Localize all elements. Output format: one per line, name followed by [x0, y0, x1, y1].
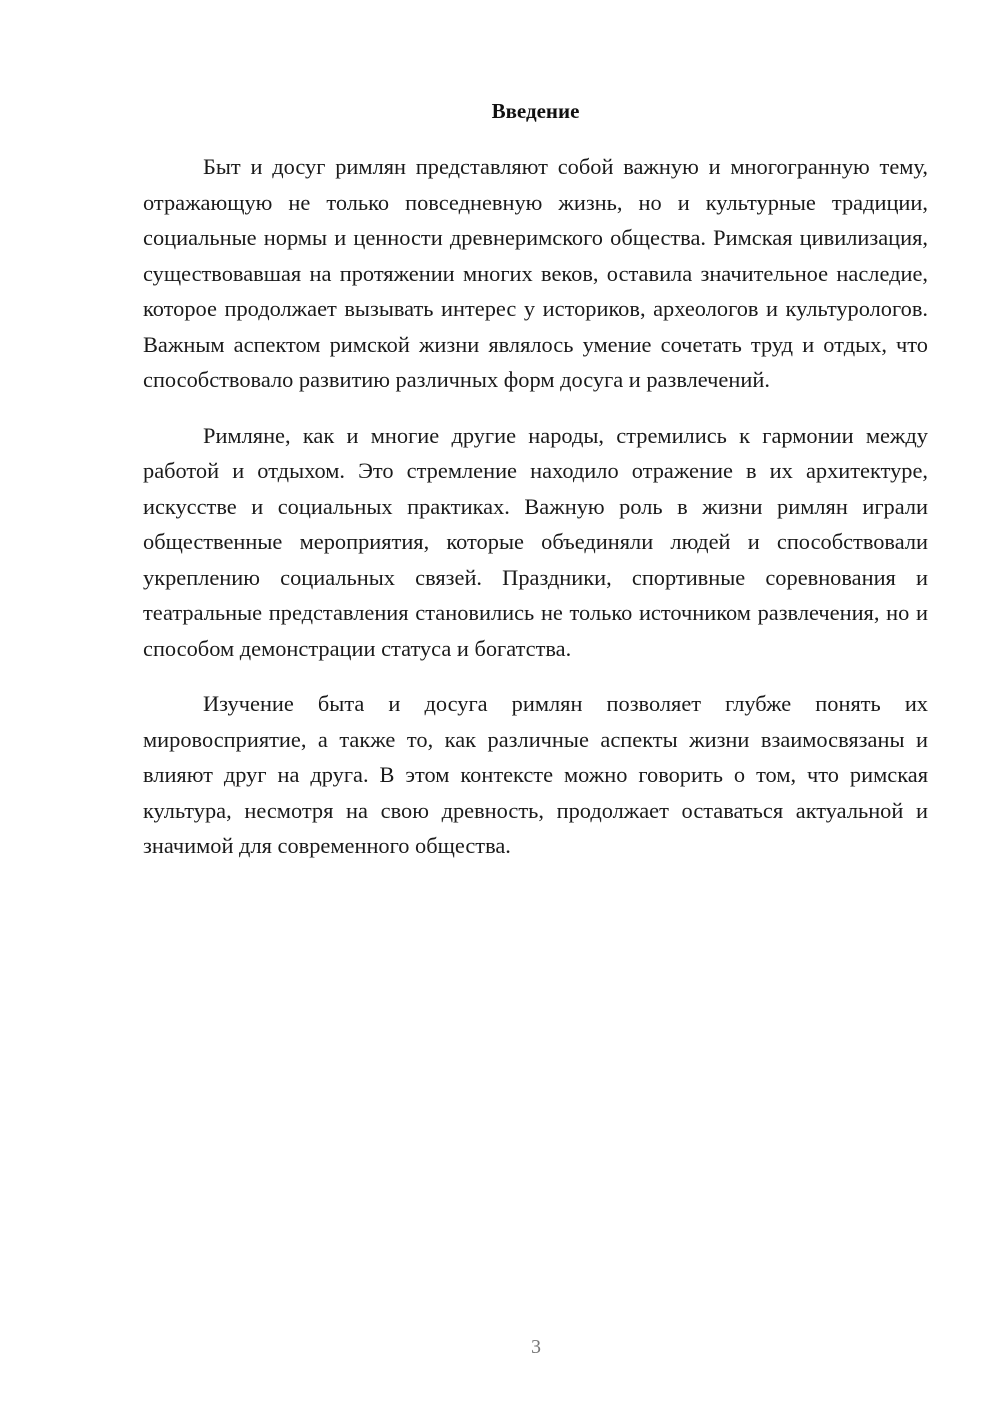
paragraph-balance: Римляне, как и многие другие народы, стремились к гармонии между работой и отдыхом. Это стремление находило отражение в их архитектуре, искусстве и социальных практиках. Важную роль в жизни римлян играли общественные мероприятия, которые объединяли людей и способствовали укреплению социальных связей. Праздники, спортивные соревнования и театральные представления становились не только источником развлечения, но и способом демонстрации статуса и богатства. [143, 422, 928, 661]
page-number: 3 [531, 1336, 541, 1358]
section-heading: Введение [491, 99, 580, 123]
paragraph-conclusion: Изучение быта и досуга римлян позволяет глубже понять их мировосприятие, а также то, как различные аспекты жизни взаимосвязаны и влияют друг на друга. В этом контексте можно говорить о том, что римская культура, несмотря на свою древность, продолжает оставаться актуальной и значимой для современного общества. [143, 691, 928, 858]
paragraph-intro: Быт и досуг римлян представляют собой важную и многогранную тему, отражающую не только повседневную жизнь, но и культурные традиции, социальные нормы и ценности древнеримского общества. Римская цивилизация, существовавшая на протяжении многих веков, оставила значительное наследие, которое продолжает вызывать интерес у историков, археологов и культурологов. Важным аспектом римской жизни являлось умение сочетать труд и отдых, что способствовало развитию различных форм досуга и развлечений. [143, 154, 928, 392]
page-content [143, 96, 928, 864]
